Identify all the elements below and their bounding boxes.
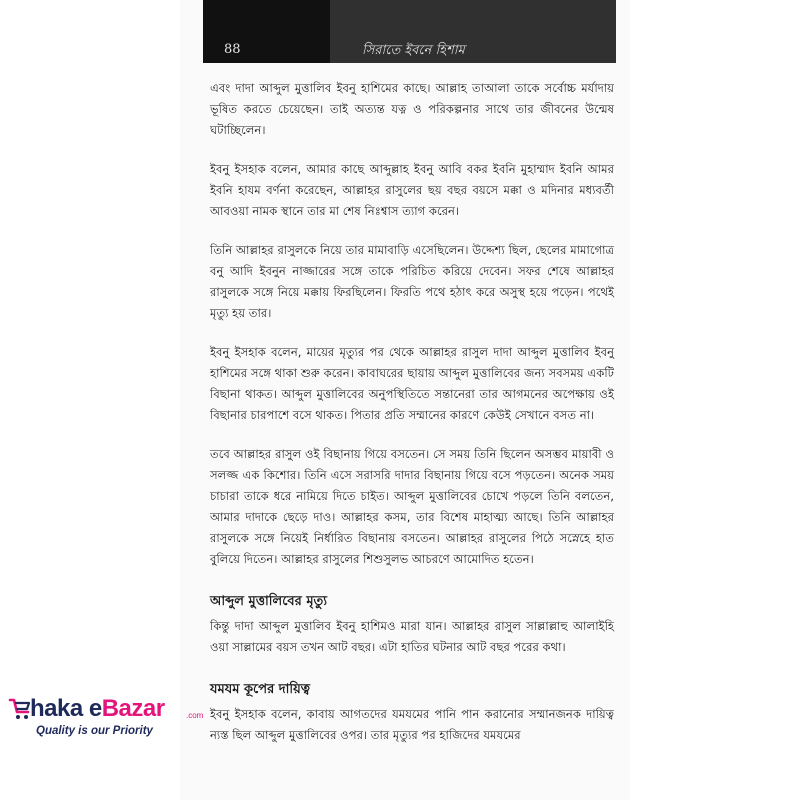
brand-domain: .com <box>186 711 204 720</box>
paragraph: এবং দাদা আব্দুল মুত্তালিব ইবনু হাশিমের কাছে। আল্লাহ তাআলা তাকে সর্বোচ্চ মর্যাদায় ভূষিত করতে চেয়েছেন। তাই অত্যন্ত যত্ন ও পরিকল্পনার সাথে তার জীবনের উন্মেষ ঘটাচ্ছিলেন। <box>210 81 614 137</box>
page-number-box <box>203 0 330 63</box>
page-number: 88 <box>224 42 241 57</box>
running-title: সিরাতে ইবনে হিশাম <box>362 43 465 58</box>
paragraph: ইবনু ইসহাক বলেন, আমার কাছে আব্দুল্লাহ ইবনু আবি বকর ইবনি মুহাম্মাদ ইবনি আমর ইবনি হাযম বর্ণনা করেছেন, আল্লাহর রাসুলের ছয় বছর বয়সে মক্কা ও মদিনার মধ্যবর্তী আবওয়া নামক স্থানে তার মা শেষ নিঃশ্বাস ত্যাগ করেন। <box>210 162 614 218</box>
dhaka-ebazar-watermark <box>8 695 208 745</box>
paragraph: ইবনু ইসহাক বলেন, মায়ের মৃত্যুর পর থেকে আল্লাহর রাসুল দাদা আব্দুল মুত্তালিব ইবনু হাশিমের সঙ্গে থাকা শুরু করেন। কাবাঘরের ছায়ায় আব্দুল মুত্তালিবের জন্য সবসময় একটি বিছানা থাকত। আব্দুল মুত্তালিবের অনুপস্থিতিতে সন্তানেরা তার আগমনের অপেক্ষায় ওই বিছানার চারপাশে বসে থাকত। পিতার প্রতি সম্মানের কারণে কেউই সেখানে বসত না। <box>210 345 614 422</box>
paragraph: কিন্তু দাদা আব্দুল মুত্তালিব ইবনু হাশিমও মারা যান। আল্লাহর রাসুল সাল্লাল্লাহু আলাইহি ওয়া সাল্লামের বয়স তখন আট বছর। এটা হাতির ঘটনার আট বছর পরের কথা। <box>210 619 614 654</box>
brand-tagline: Quality is our Priority <box>36 725 153 737</box>
brand-name-part2: Bazar <box>101 695 165 722</box>
paragraph: ইবনু ইসহাক বলেন, কাবায় আগতদের যমযমের পানি পান করানোর সম্মানজনক দায়িত্ব ন্যস্ত ছিল আব্দুল মুত্তালিবের ওপর। তার মৃত্যুর পর হাজিদের যমযমের <box>210 707 614 742</box>
paragraph: তিনি আল্লাহর রাসুলকে নিয়ে তার মামাবাড়ি এসেছিলেন। উদ্দেশ্য ছিল, ছেলের মামাগোত্র বনু আদি ইবনুন নাজ্জারের সঙ্গে তাকে পরিচিত করিয়ে দেবেন। সফর শেষে আল্লাহর রাসুলকে সঙ্গে নিয়ে মক্কায় ফিরছিলেন। ফিরতি পথে হঠাৎ করে অসুস্থ হয়ে পড়েন। পথেই মৃত্যু হয় তার। <box>210 243 614 320</box>
section-heading: আব্দুল মুত্তালিবের মৃত্যু <box>210 594 328 609</box>
brand-name-part1: haka e <box>30 695 102 722</box>
brand-name <box>30 695 165 723</box>
section-heading: যমযম কূপের দায়িত্ব <box>210 682 310 697</box>
paragraph: তবে আল্লাহর রাসুল ওই বিছানায় গিয়ে বসতেন। সে সময় তিনি ছিলেন অসম্ভব মায়াবী ও সলজ্জ এক কিশোর। তিনি এসে সরাসরি দাদার বিছানায় গিয়ে বসে পড়তেন। অনেক সময় চাচারা তাকে ধরে নামিয়ে দিতে চাইত। আব্দুল মুত্তালিবের চোখে পড়লে তিনি বলতেন, আমার দাদাকে ছেড়ে দাও। আল্লাহর কসম, তার বিশেষ মাহাত্ম্য আছে। তিনি আল্লাহর রাসুলকে সঙ্গে নিয়েই নির্ধারিত বিছানায় বসতেন। আল্লাহর রাসুলের পিঠে সস্নেহে হাত বুলিয়ে দিতেন। আল্লাহর রাসুলের শিশুসুলভ আচরণে আমোদিত হতেন। <box>210 447 614 566</box>
shopping-cart-logo-icon <box>8 697 32 721</box>
page-body <box>210 78 614 746</box>
